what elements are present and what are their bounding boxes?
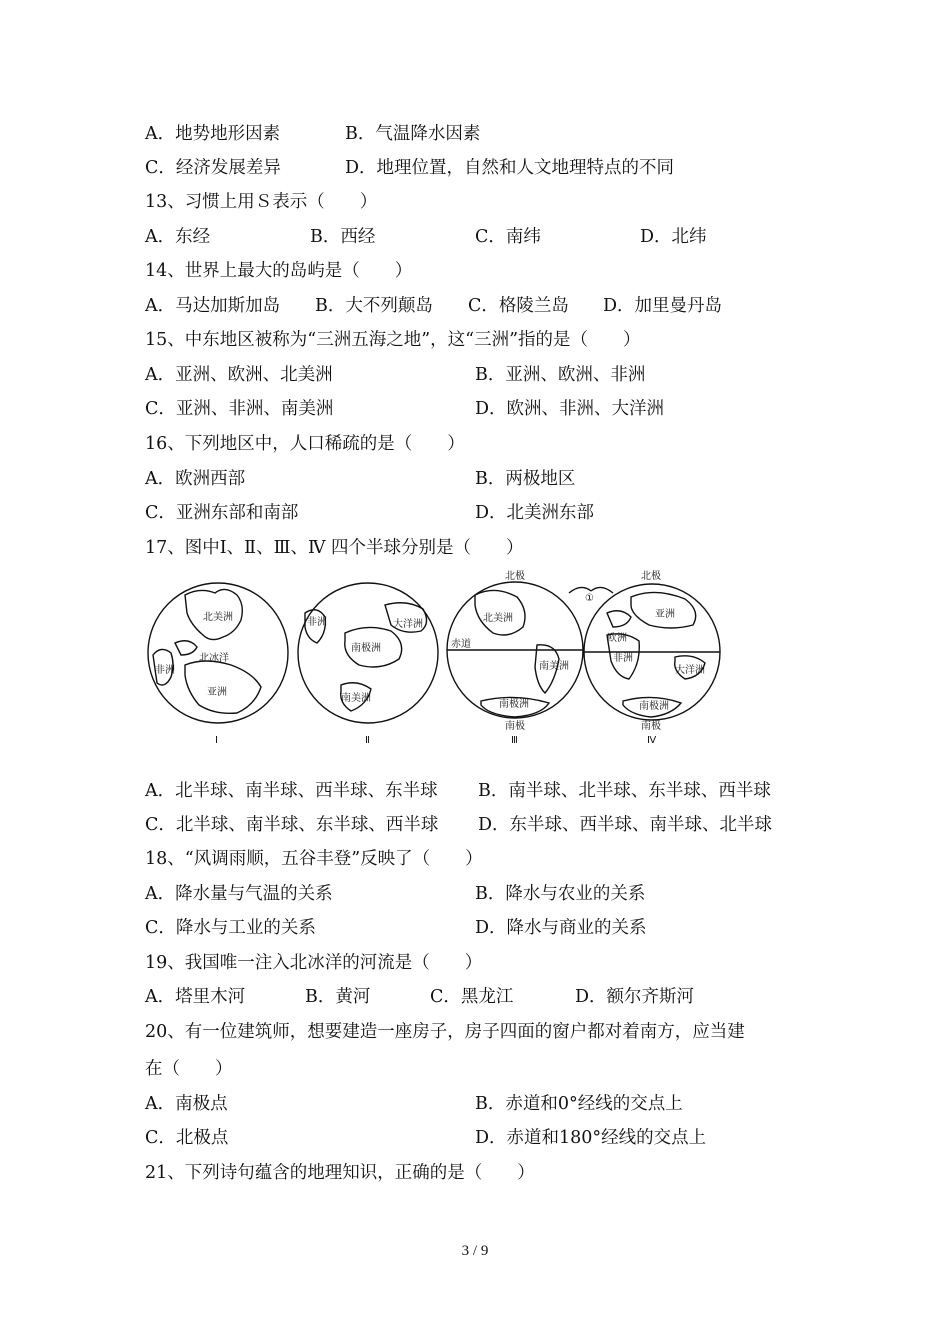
globe-4-label-south-pole: 南极 (641, 721, 661, 732)
globe-3-label-south-pole: 南极 (505, 721, 525, 732)
globe-3-label-north-america: 北美洲 (483, 613, 513, 624)
q13-option-c: C．南纬 (475, 227, 541, 247)
q18-option-d: D．降水与商业的关系 (475, 918, 647, 938)
globe-1-label-north-america: 北美洲 (203, 612, 233, 623)
q16-stem: 16、下列地区中，人口稀疏的是（ ） (145, 434, 465, 454)
q18-option-b: B．降水与农业的关系 (475, 884, 646, 904)
globe-3-roman-numeral: Ⅲ (511, 735, 518, 746)
q12-option-d: D．地理位置，自然和人文地理特点的不同 (345, 158, 675, 178)
q18-option-c: C．降水与工业的关系 (145, 918, 316, 938)
globe-1-label-asia: 亚洲 (207, 687, 227, 698)
globe-2-roman-numeral: Ⅱ (365, 735, 370, 746)
globe-3-label-north-pole: 北极 (505, 571, 525, 582)
q18-stem: 18、“风调雨顺，五谷丰登”反映了（ ） (145, 849, 483, 869)
q20-stem-line-2: 在（ ） (145, 1059, 233, 1079)
q19-option-a: A．塔里木河 (145, 987, 246, 1007)
q12-option-c: C．经济发展差异 (145, 158, 281, 178)
q19-stem: 19、我国唯一注入北冰洋的河流是（ ） (145, 953, 483, 973)
q15-option-c: C．亚洲、非洲、南美洲 (145, 399, 334, 419)
globe-4-label-asia: 亚洲 (655, 609, 675, 620)
globe-4-roman-numeral: Ⅳ (647, 735, 657, 746)
globe-4-europe-shape (607, 611, 631, 627)
marker-arrow-right (591, 587, 613, 593)
q16-option-a: A．欧洲西部 (145, 469, 246, 489)
q16-option-b: B．两极地区 (475, 469, 576, 489)
q20-option-c: C．北极点 (145, 1128, 229, 1148)
q12-option-b: B．气温降水因素 (345, 124, 481, 144)
q13-stem: 13、习惯上用Ｓ表示（ ） (145, 192, 378, 212)
globe-3-label-equator: 赤道 (451, 639, 471, 650)
marker-number: ① (585, 593, 594, 604)
q14-option-c: C．格陵兰岛 (468, 296, 569, 316)
q16-option-c: C．亚洲东部和南部 (145, 503, 299, 523)
q12-option-a: A．地势地形因素 (145, 124, 281, 144)
globe-1-label-arctic-ocean: 北冰洋 (199, 653, 229, 664)
q21-stem: 21、下列诗句蕴含的地理知识，正确的是（ ） (145, 1163, 535, 1183)
globe-2-label-africa: 非洲 (307, 617, 327, 628)
q13-option-d: D．北纬 (640, 227, 707, 247)
q15-option-d: D．欧洲、非洲、大洋洲 (475, 399, 665, 419)
q17-option-b: B．南半球、北半球、东半球、西半球 (478, 781, 771, 801)
q13-option-b: B．西经 (310, 227, 376, 247)
globe-1-europe-shape (175, 641, 197, 655)
hemispheres-figure (145, 565, 725, 750)
globe-4-label-oceania: 大洋洲 (675, 665, 705, 676)
q20-option-b: B．赤道和0°经线的交点上 (475, 1094, 683, 1114)
globe-1-label-africa: 非洲 (155, 665, 175, 676)
page-number: 3 / 9 (461, 1243, 489, 1259)
q14-stem: 14、世界上最大的岛屿是（ ） (145, 261, 413, 281)
globe-3-label-antarctica: 南极洲 (499, 699, 529, 710)
q14-option-b: B．大不列颠岛 (315, 296, 433, 316)
q15-option-b: B．亚洲、欧洲、非洲 (475, 365, 646, 385)
globe-3-label-south-america: 南美洲 (539, 661, 569, 672)
q18-option-a: A．降水量与气温的关系 (145, 884, 333, 904)
q19-option-c: C．黑龙江 (430, 987, 514, 1007)
globe-2-label-oceania: 大洋洲 (393, 619, 423, 630)
q20-option-d: D．赤道和180°经线的交点上 (475, 1128, 707, 1148)
globe-2-label-antarctica: 南极洲 (351, 643, 381, 654)
q17-option-d: D．东半球、西半球、南半球、北半球 (478, 815, 773, 835)
q17-option-a: A．北半球、南半球、西半球、东半球 (145, 781, 438, 801)
q20-option-a: A．南极点 (145, 1094, 228, 1114)
q15-option-a: A．亚洲、欧洲、北美洲 (145, 365, 333, 385)
globe-3 (447, 582, 583, 718)
globe-4 (584, 584, 720, 720)
q13-option-a: A．东经 (145, 227, 211, 247)
q14-option-a: A．马达加斯加岛 (145, 296, 281, 316)
globe-4-label-north-pole: 北极 (641, 571, 661, 582)
q19-option-b: B．黄河 (305, 987, 371, 1007)
q14-option-d: D．加里曼丹岛 (603, 296, 723, 316)
globe-2-label-south-america: 南美洲 (341, 693, 371, 704)
globe-4-label-africa: 非洲 (613, 653, 633, 664)
q20-stem-line-1: 20、有一位建筑师，想要建造一座房子，房子四面的窗户都对着南方，应当建 (145, 1022, 745, 1042)
globe-4-label-europe: 欧洲 (607, 633, 627, 644)
globe-1-roman-numeral: Ⅰ (215, 735, 218, 746)
q17-option-c: C．北半球、南半球、东半球、西半球 (145, 815, 439, 835)
globe-4-label-antarctica: 南极洲 (639, 701, 669, 712)
q15-stem: 15、中东地区被称为“三洲五海之地”，这“三洲”指的是（ ） (145, 330, 641, 350)
q17-stem: 17、图中Ⅰ、Ⅱ、Ⅲ、Ⅳ 四个半球分别是（ ） (145, 538, 524, 558)
q16-option-d: D．北美洲东部 (475, 503, 595, 523)
q19-option-d: D．额尔齐斯河 (575, 987, 695, 1007)
